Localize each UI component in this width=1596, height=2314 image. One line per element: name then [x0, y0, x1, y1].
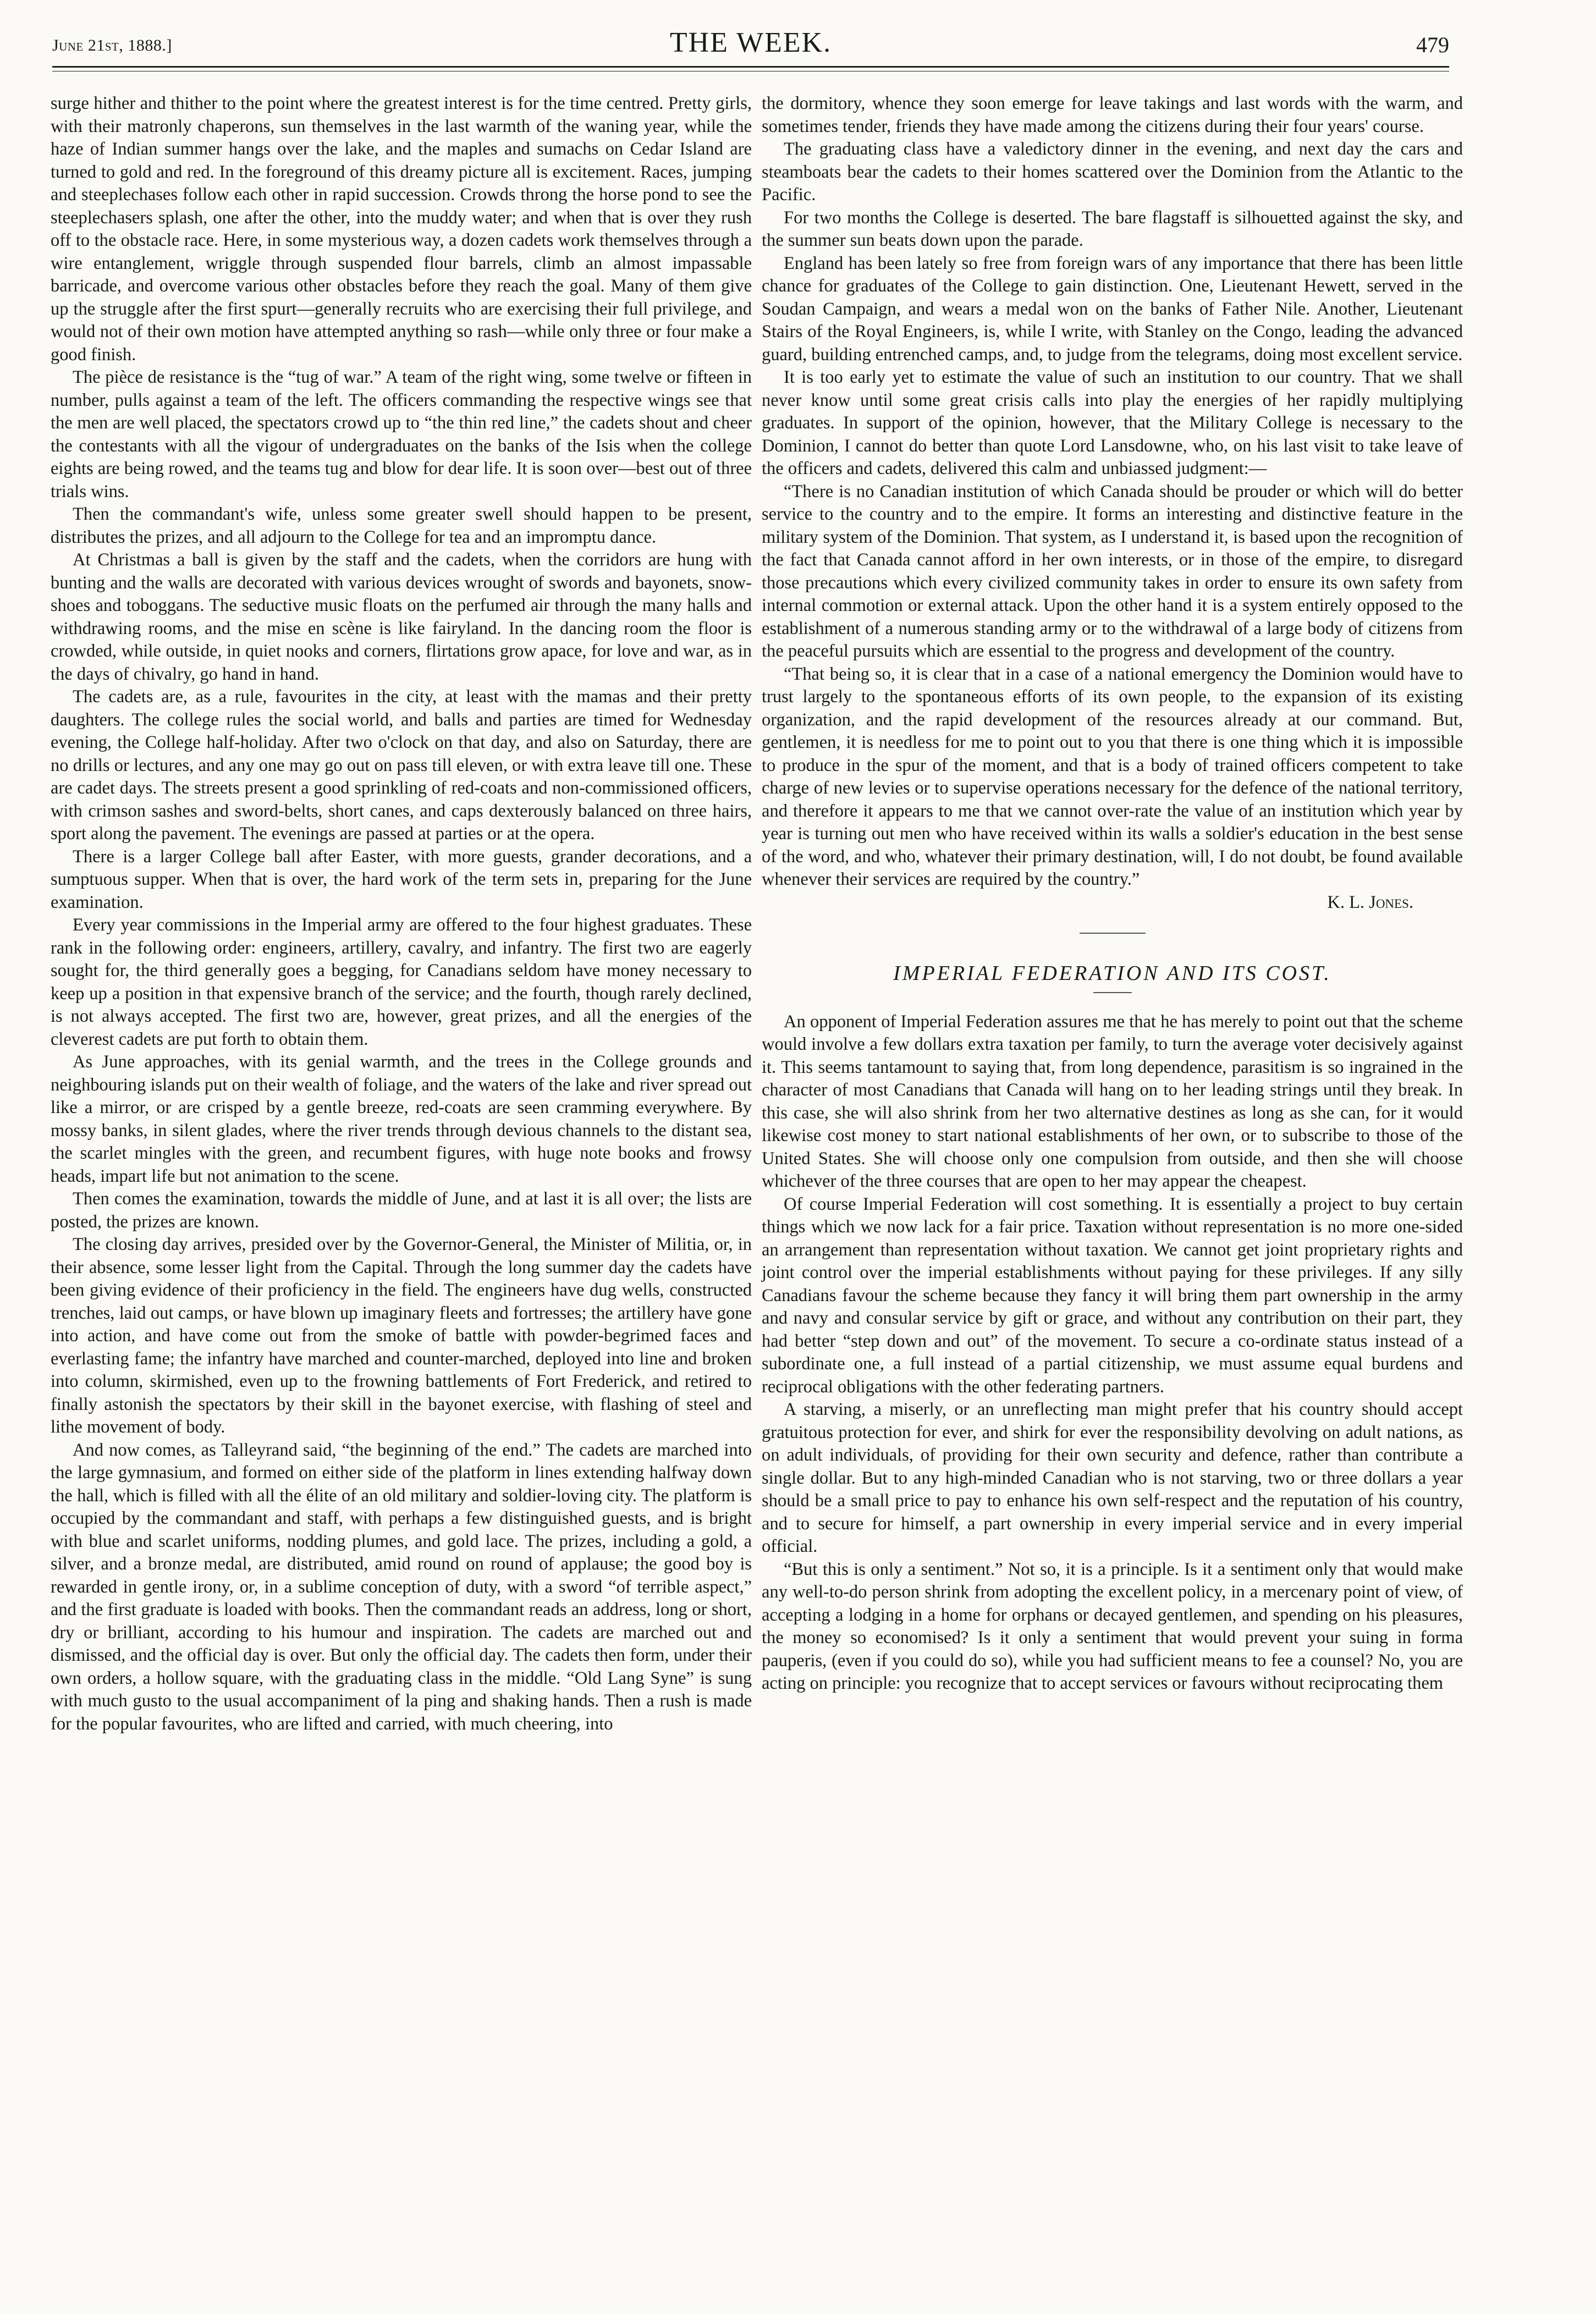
quote-paragraph: “That being so, it is clear that in a case of a national emergency the Dominion would have to trust largely to the spontaneous efforts of its own people, to the expansion of its existing organization, and the rapid development of the resources already at our command. But, gentlemen, it is needless for me to point out to you that there is one thing which it is impossible to produce in the spur of the moment, and that is a body of trained officers competent to take charge of new levies or to supervise operations necessary for the defence of the national territory, and therefore it appears to me that we cannot over-rate the value of an institution which year by year is turning out men who have received within its walls a soldier's education in the best sense of the word, and who, whatever their primary destination, will, I do not doubt, be found available whenever their services are required by the country.” [762, 664, 1463, 889]
paragraph: Every year commissions in the Imperial army are offered to the four highest graduates. These rank in the following order: engineers, artillery, cavalry, and infantry. The first two are eagerly sought for, the third generally goes a begging, for Canadians seldom have money necessary to keep up a position in that expensive branch of the service; and the fourth, though rarely declined, is not always accepted. The first two are, however, great prizes, and all the energies of the cleverest cadets are put forth to obtain them. [51, 915, 752, 1049]
signature-line [762, 891, 1463, 914]
paragraph: The graduating class have a valedictory dinner in the evening, and next day the cars and steamboats bear the cadets to their homes scattered over the Dominion from the Atlantic to the Pacific. [762, 139, 1463, 205]
article-title: IMPERIAL FEDERATION AND ITS COST. [893, 962, 1331, 985]
paragraph: Of course Imperial Federation will cost something. It is essentially a project to buy certain things which we now lack for a fair price. Taxation without representation is no more one-sided an arrangement than representation without taxation. We cannot get joint proprietary rights and joint control over the imperial establishments without paying for these privileges. If any silly Canadians favour the scheme because they fancy it will bring them part ownership in the army and navy and consular service by gift or grace, and without any contribution on their part, they had better “step down and out” of the movement. To secure a co-ordinate status instead of a subordinate one, a full instead of a partial citizenship, we must assume equal burdens and reciprocal obligations with the other federating partners. [762, 1194, 1463, 1397]
issue-date: June 21st, 1888.] [52, 36, 172, 54]
section-divider [1080, 933, 1146, 934]
paragraph: For two months the College is deserted. The bare flagstaff is silhouetted against the sky, and the summer sun beats down upon the parade. [762, 207, 1463, 250]
paragraph: surge hither and thither to the point where the greatest interest is for the time centred. Pretty girls, with their matronly chaperons, sun themselves in the last warmth of the waning year, while the haze of Indian summer hangs over the lake, and the maples and sumachs on Cedar Island are turned to gold and red. In the foreground of this dreamy picture all is excitement. Races, jumping and steeplechases follow each other in rapid succession. Crowds throng the horse pond to see the steeplechasers splash, one after the other, into the muddy water; and when that is over they rush off to the obstacle race. Here, in some mysterious way, a dozen cadets work themselves through a wire entanglement, wriggle through suspended flour barrels, climb an almost impassable barricade, and overcome various other obstacles before they reach the goal. Many of them give up the struggle after the first spurt—generally recruits who are exercising their full privilege, and would not of their own motion have attempted anything so rash—while only three or four make a good finish. [51, 93, 752, 365]
paragraph: And now comes, as Talleyrand said, “the beginning of the end.” The cadets are marched into the large gymnasium, and formed on either side of the platform in lines extending halfway down the hall, which is filled with all the élite of an old military and soldier-loving city. The platform is occupied by the commandant and staff, with perhaps a few distinguished guests, and is bright with blue and scarlet uniforms, nodding plumes, and gold lace. The prizes, including a gold, a silver, and a bronze medal, are distributed, amid round on round of applause; the good boy is rewarded in gentle irony, or, in a sublime conception of duty, with a sword “of terrible aspect,” and the first graduate is loaded with books. Then the commandant reads an address, long or short, dry or brilliant, according to his humour and inspiration. The cadets are marched out and dismissed, and the official day is over. But only the official day. The cadets then form, under their own orders, a hollow square, with the graduating class in the middle. “Old Lang Syne” is sung with much gusto to the usual accompaniment of la ping and shaking hands. Then a rush is made for the popular favourites, who are lifted and carried, with much cheering, into [51, 1440, 752, 1734]
block-quote [762, 481, 1463, 891]
paragraph: At Christmas a ball is given by the staff and the cadets, when the corridors are hung with bunting and the walls are decorated with various devices wrought of swords and bayonets, snow-shoes and toboggans. The seductive music floats on the perfumed air through the many halls and withdrawing rooms, and the mise en scène is like fairyland. In the dancing room the floor is crowded, while outside, in quiet nooks and corners, flirtations grow apace, for love and war, as in the days of chivalry, go hand in hand. [51, 550, 752, 684]
paragraph: A starving, a miserly, or an unreflecting man might prefer that his country should accept gratuitous protection for ever, and shirk for ever the responsibility devolving on adult nations, as on adult individuals, of providing for their own security and defence, rather than contribute a single dollar. But to any high-minded Canadian who is not starving, two or three dollars a year should be a small price to pay to enhance his own self-respect and the reputation of his country, and to secure for himself, a part ownership in every imperial service and in every imperial official. [762, 1400, 1463, 1556]
paragraph: Then the commandant's wife, unless some greater swell should happen to be present, distributes the prizes, and all adjourn to the College for tea and an impromptu dance. [51, 504, 752, 547]
paragraph: The cadets are, as a rule, favourites in the city, at least with the mamas and their pretty daughters. The college rules the social world, and balls and parties are timed for Wednesday evening, the College half-holiday. After two o'clock on that day, and also on Saturday, there are no drills or lectures, and any one may go out on pass till eleven, or with extra leave till one. These are cadet days. The streets present a good sprinkling of red-coats and non-commissioned officers, with crimson sashes and sword-belts, short canes, and caps dexterously balanced on three hairs, sport along the pavement. The evenings are passed at parties or at the opera. [51, 687, 752, 844]
quote-paragraph: “There is no Canadian institution of which Canada should be prouder or which will do better service to the country and to the empire. It forms an interesting and distinctive feature in the military system of the Dominion. That system, as I understand it, is based upon the recognition of the fact that Canada cannot afford in her own interests, or in those of the empire, to disregard those precautions which every civilized community takes in order to ensure its own safety from internal commotion or external attack. Upon the other hand it is a system entirely opposed to the establishment of a numerous standing army or to the withdrawal of a large body of citizens from the peaceful pursuits which are essential to the progress and development of the country. [762, 481, 1463, 661]
paragraph: Then comes the examination, towards the middle of June, and at last it is all over; the lists are posted, the prizes are known. [51, 1189, 752, 1232]
title-divider [1093, 992, 1132, 993]
paragraph: The pièce de resistance is the “tug of war.” A team of the right wing, some twelve or fifteen in number, pulls against a team of the left. The officers commanding the respective wings see that the men are well placed, the spectators crowd up to “the thin red line,” the cadets shout and cheer the contestants with all the vigour of undergraduates on the banks of the Isis when the college eights are being rowed, and the teams tug and blow for dear life. It is soon over—best out of three trials wins. [51, 367, 752, 502]
author-signature: K. L. Jones. [1327, 892, 1413, 912]
paragraph: “But this is only a sentiment.” Not so, it is a principle. Is it a sentiment only that would make any well-to-do person shrink from adopting the excellent policy, in a mercenary point of view, of accepting a lodging in a home for orphans or decayed gentlemen, and spending on his pleasures, the money so economised? Is it only a sentiment that would prevent your suing in forma pauperis, (even if you could do so), while you had sufficient means to fee a counsel? No, you are acting on principle: you recognize that to accept services or favours without reciprocating them [762, 1559, 1463, 1693]
publication-title: THE WEEK. [669, 27, 832, 58]
left-column [51, 92, 752, 1736]
header-rule [52, 66, 1449, 68]
paragraph: An opponent of Imperial Federation assures me that he has merely to point out that the scheme would involve a few dollars extra taxation per family, to turn the average voter decisively against it. This seems tantamount to saying that, from long dependence, parasitism is so ingrained in the character of most Canadians that Canada will hang on to her leading strings until they break. In this case, she will also shrink from her two alternative destines as long as she can, for it would likewise cost money to start national establishments of her own, or to subscribe to those of the United States. She will choose only one compulsion from outside, and then she will choose whichever of the three courses that are open to her may appear the cheapest. [762, 1011, 1463, 1191]
paragraph: The closing day arrives, presided over by the Governor-General, the Minister of Militia, or, in their absence, some lesser light from the Capital. Through the long summer day the cadets have been giving evidence of their proficiency in the field. The engineers have dug wells, constructed trenches, laid out camps, or have blown up imaginary fleets and fortresses; the artillery have gone into action, and have come out from the smoke of battle with powder-begrimed faces and everlasting fame; the infantry have marched and counter-marched, deployed into line and broken into column, skirmished, even up to the frowning battlements of Fort Frederick, and retired to finally astonish the spectators by their skill in the bayonet exercise, with flashing of steel and lithe movement of body. [51, 1235, 752, 1437]
paragraph: England has been lately so free from foreign wars of any importance that there has been little chance for graduates of the College to gain distinction. One, Lieutenant Hewett, served in the Soudan Campaign, and wears a medal won on the banks of Father Nile. Another, Lieutenant Stairs of the Royal Engineers, is, while I write, with Stanley on the Congo, leading the advanced guard, building entrenched camps, and, to judge from the telegrams, doing most excellent service. [762, 253, 1463, 365]
paragraph: It is too early yet to estimate the value of such an institution to our country. That we shall never know until some great crisis calls into play the energies of her rapidly multiplying graduates. In support of the opinion, however, that the Military College is necessary to the Dominion, I cannot do better than quote Lord Lansdowne, who, on his last visit to take leave of the officers and cadets, delivered this calm and unbiassed judgment:— [762, 367, 1463, 478]
paragraph: There is a larger College ball after Easter, with more guests, grander decorations, and a sumptuous supper. When that is over, the hard work of the term sets in, preparing for the June examination. [51, 846, 752, 912]
paragraph: As June approaches, with its genial warmth, and the trees in the College grounds and neighbouring islands put on their wealth of foliage, and the waters of the lake and river spread out like a mirror, or are crisped by a gentle breeze, red-coats are seen cramming everywhere. By mossy banks, in silent glades, where the river trends through devious channels to the distant sea, the scarlet mingles with the green, and recumbent figures, with huge note books and frowsy heads, impart life but not animation to the scene. [51, 1052, 752, 1186]
page-header [52, 26, 1449, 65]
page-number: 479 [1416, 32, 1449, 57]
right-column [762, 92, 1463, 1695]
paragraph: the dormitory, whence they soon emerge for leave takings and last words with the warm, and sometimes tender, friends they have made among the citizens during their four years' course. [762, 93, 1463, 136]
